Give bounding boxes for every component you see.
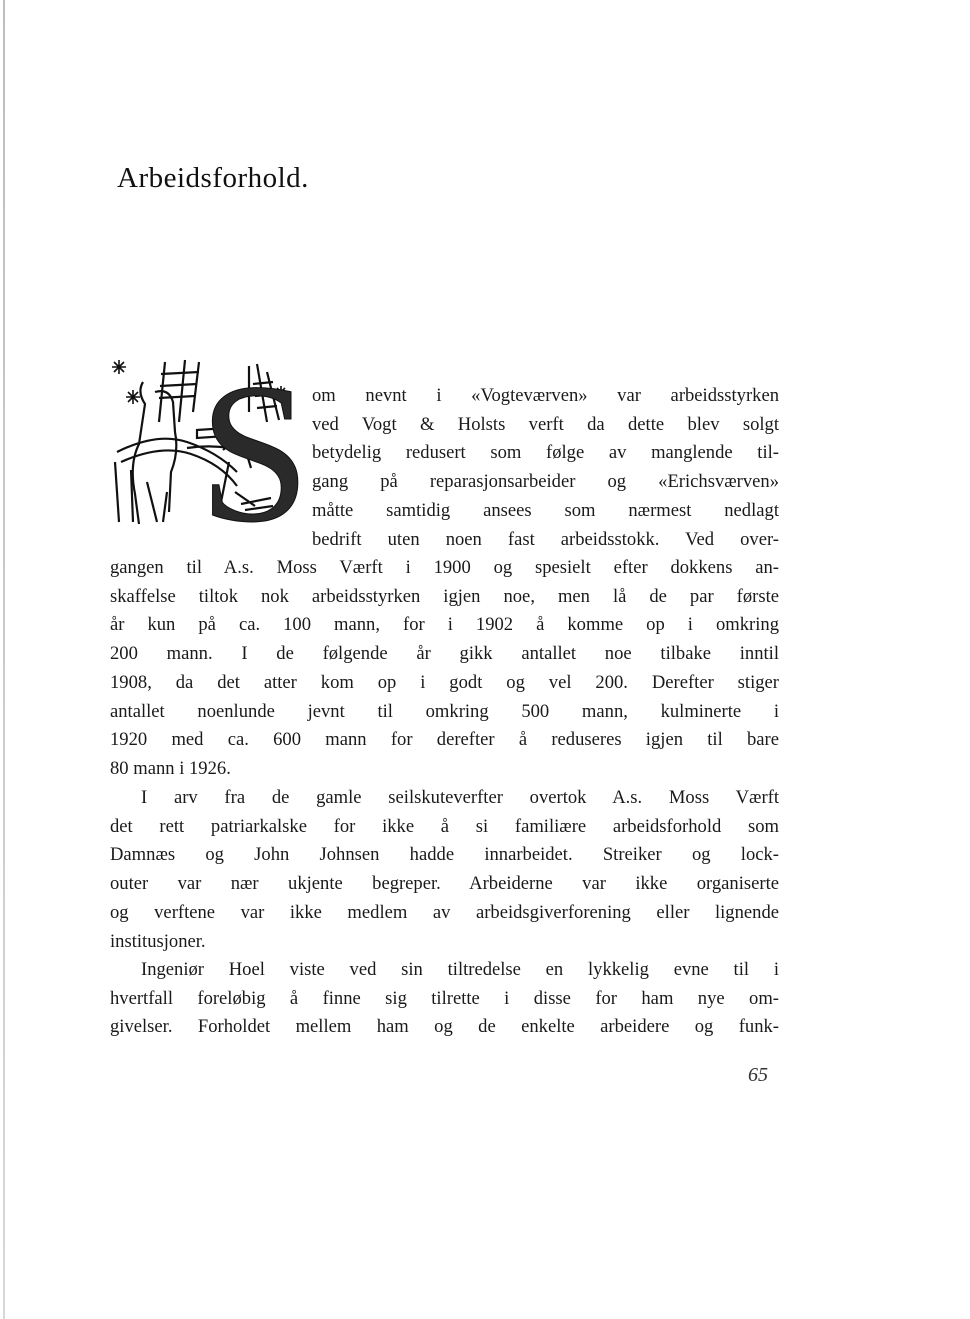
star-icon [126,390,140,404]
paragraph-2 [110,784,779,956]
drop-cap-letter: S [199,343,311,564]
text-line: institusjoner. [110,930,206,952]
text-line: 200 mann. I de følgende år gikk antallet noe tilbake inntil [110,643,779,665]
opening-paragraph [312,382,779,554]
page-binding-edge [3,0,5,1319]
text-line: hvertfall foreløbig å finne sig tilrette i disse for ham nye om- [110,987,779,1009]
text-line: betydelig redusert som følge av manglende til- [312,442,779,464]
star-icon [112,360,126,374]
text-line: Ingeniør Hoel viste ved sin tiltredelse en lykkelig evne til i [141,959,779,980]
text-line: outer var nær ukjente begreper. Arbeiderne var ikke organiserte [110,873,779,895]
text-line: bedrift uten noen fast arbeidsstokk. Ved over- [312,528,779,550]
text-line: gangen til A.s. Moss Værft i 1900 og spesielt efter dokkens an- [110,557,779,578]
text-line: skaffelse tiltok nok arbeidsstyrken igjen noe, men lå de par første [110,585,779,607]
text-line: Damnæs og John Johnsen hadde innarbeidet. Streiker og lock- [110,844,779,866]
text-line: om nevnt i «Vogteværven» var arbeidsstyrken [312,385,779,406]
paragraph-3 [110,956,779,1042]
text-line: antallet noenlunde jevnt til omkring 500 mann, kulminerte i [110,700,779,722]
text-line: 1920 med ca. 600 mann for derefter å reduseres igjen til bare [110,729,779,751]
shipyard-workers-illustration-icon [107,343,311,564]
paragraph-1 [110,554,779,784]
text-line: givelser. Forholdet mellem ham og de enkelte arbeidere og funk- [110,1016,779,1038]
text-line: 80 mann i 1926. [110,757,231,779]
text-line: ved Vogt & Holsts verft da dette blev solgt [312,413,779,435]
text-line: år kun på ca. 100 mann, for i 1902 å komme op i omkring [110,614,779,636]
text-line: det rett patriarkalske for ikke å si familiære arbeidsforhold som [110,815,779,837]
drop-cap-illustration [107,343,311,564]
page-number: 65 [748,1064,768,1086]
text-line: 1908, da det atter kom op i godt og vel 200. Derefter stiger [110,671,779,693]
text-line: gang på reparasjonsarbeider og «Erichsværven» [312,471,779,493]
chapter-title: Arbeidsforhold. [117,162,309,194]
text-line: og verftene var ikke medlem av arbeidsgiverforening eller lignende [110,901,779,923]
text-line: måtte samtidig ansees som nærmest nedlagt [312,499,779,521]
text-line: I arv fra de gamle seilskuteverfter overtok A.s. Moss Værft [141,787,779,808]
